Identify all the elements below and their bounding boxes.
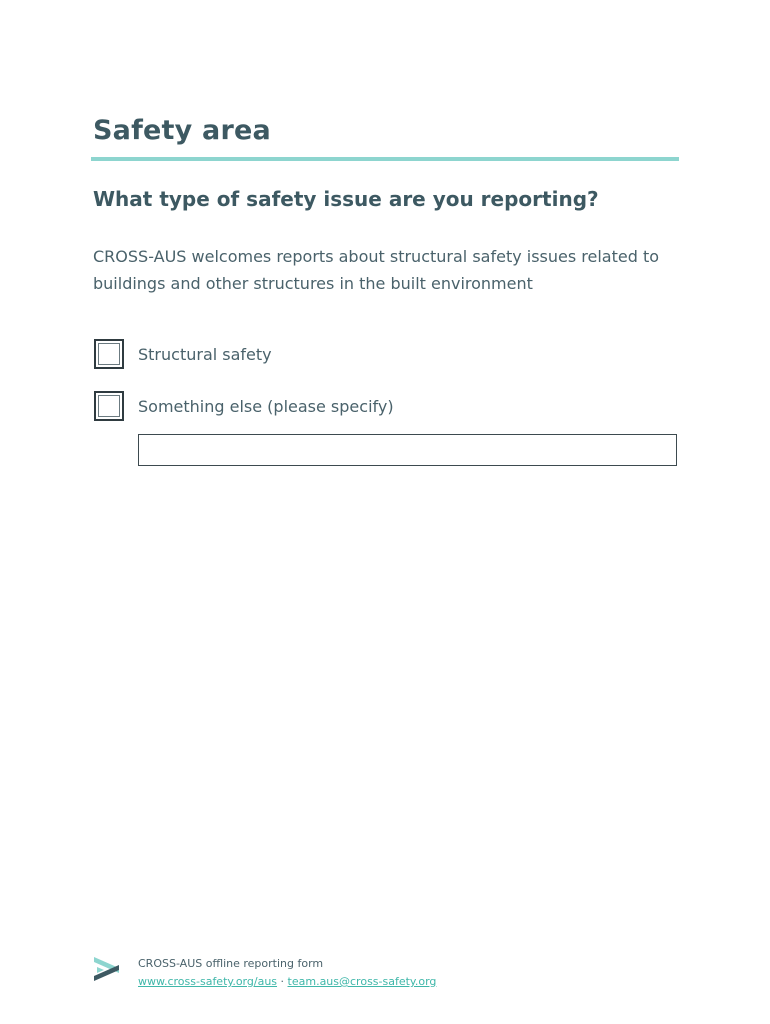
option-label: Structural safety [138, 344, 272, 364]
title-divider [91, 157, 679, 161]
website-link[interactable]: www.cross-safety.org/aus [138, 975, 278, 988]
specify-other-input[interactable] [138, 434, 677, 466]
option-something-else[interactable] [94, 389, 394, 423]
option-structural-safety[interactable] [94, 337, 272, 371]
footer-links [138, 973, 436, 991]
cross-logo-icon [92, 954, 122, 984]
something-else-checkbox[interactable] [94, 391, 124, 421]
structural-safety-checkbox[interactable] [94, 339, 124, 369]
intro-paragraph: CROSS-AUS welcomes reports about structural safety issues related to buildings and other structures in the built environment [93, 247, 660, 293]
question-heading: What type of safety issue are you reporting? [93, 187, 599, 211]
page-title: Safety area [93, 115, 271, 146]
option-label: Something else (please specify) [138, 396, 394, 416]
email-link[interactable]: team.aus@cross-safety.org [287, 975, 437, 988]
footer-separator: · [280, 975, 285, 988]
footer-form-name: CROSS-AUS offline reporting form [138, 957, 324, 970]
footer [138, 955, 436, 991]
